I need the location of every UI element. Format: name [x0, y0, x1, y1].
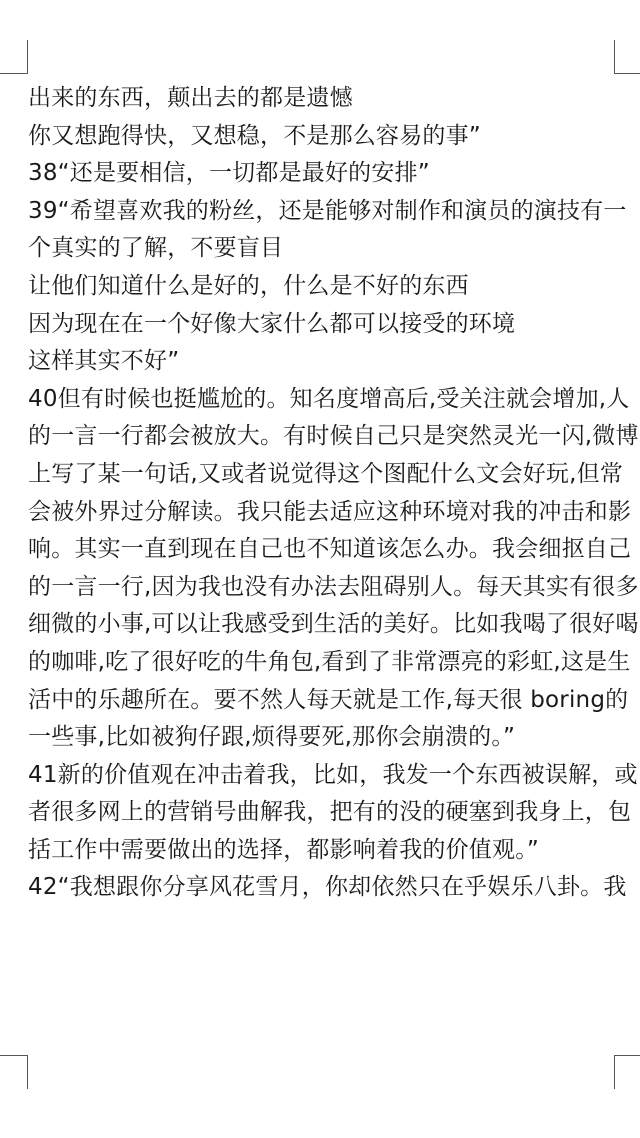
text-line: 38“还是要相信，一切都是最好的安排” — [28, 160, 430, 187]
text-line: 的咖啡,吃了很好吃的牛角包,看到了非常漂亮的彩虹,这是生 — [28, 648, 631, 675]
text-line: 这样其实不好” — [28, 348, 180, 375]
text-line: 41新的价值观在冲击着我，比如，我发一个东西被误解，或 — [28, 761, 638, 788]
text-line: 上写了某一句话,又或者说觉得这个图配什么文会好玩,但常 — [28, 460, 624, 487]
text-line: 的一言一行,因为我也没有办法去阻碍别人。每天其实有很多 — [28, 573, 639, 600]
text-line: 40但有时候也挺尴尬的。知名度增高后,受关注就会增加,人 — [28, 385, 630, 412]
text-line: 你又想跑得快，又想稳，不是那么容易的事” — [28, 122, 481, 149]
text-line: 个真实的了解，不要盲目 — [28, 235, 284, 262]
text-line: 因为现在在一个好像大家什么都可以接受的环境 — [28, 310, 516, 337]
crop-mark-top-left-horizontal — [0, 73, 28, 74]
crop-mark-top-left-vertical — [27, 40, 28, 74]
text-line: 者很多网上的营销号曲解我，把有的没的硬塞到我身上，包 — [28, 799, 632, 826]
crop-mark-bottom-right-horizontal — [614, 1055, 640, 1056]
crop-mark-bottom-left-vertical — [27, 1055, 28, 1089]
document-body — [28, 80, 639, 907]
text-line: 42“我想跟你分享风花雪月，你却依然只在乎娱乐八卦。我 — [28, 874, 627, 901]
text-line: 让他们知道什么是好的，什么是不好的东西 — [28, 272, 469, 299]
crop-mark-top-right-horizontal — [614, 73, 640, 74]
text-line: 活中的乐趣所在。要不然人每天就是工作,每天很 boring的 — [28, 686, 629, 713]
text-line: 一些事,比如被狗仔跟,烦得要死,那你会崩溃的。” — [28, 724, 516, 751]
crop-mark-top-right-vertical — [614, 40, 615, 74]
text-line: 会被外界过分解读。我只能去适应这种环境对我的冲击和影 — [28, 498, 632, 525]
text-line: 的一言一行都会被放大。有时候自己只是突然灵光一闪,微博 — [28, 423, 639, 450]
text-line: 括工作中需要做出的选择，都影响着我的价值观。” — [28, 836, 540, 863]
text-line: 39“希望喜欢我的粉丝，还是能够对制作和演员的演技有一 — [28, 197, 627, 224]
text-line: 细微的小事,可以让我感受到生活的美好。比如我喝了很好喝 — [28, 611, 639, 638]
text-line: 响。其实一直到现在自己也不知道该怎么办。我会细抠自己 — [28, 536, 632, 563]
crop-mark-bottom-right-vertical — [614, 1055, 615, 1089]
text-line: 出来的东西，颠出去的都是遗憾 — [28, 85, 353, 111]
crop-mark-bottom-left-horizontal — [0, 1055, 28, 1056]
